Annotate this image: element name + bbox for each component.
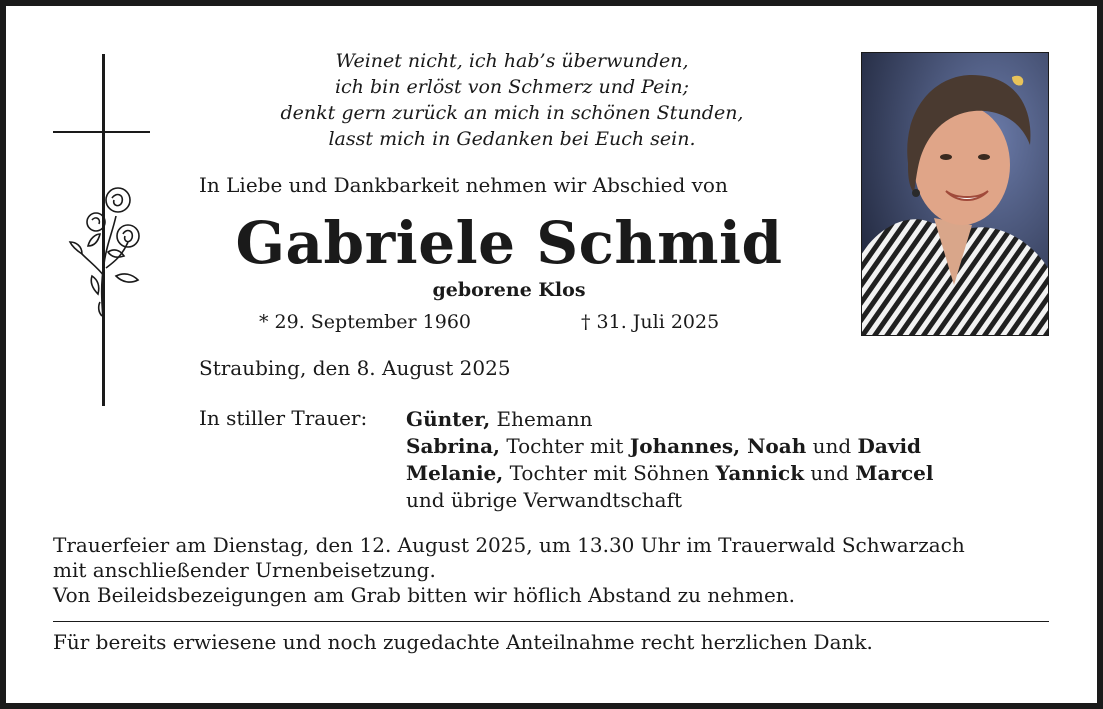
mourners-label: In stiller Trauer: xyxy=(199,406,368,430)
funeral-line: mit anschließender Urnenbeisetzung. xyxy=(53,558,436,582)
intro-text: In Liebe und Dankbarkeit nehmen wir Abschied von xyxy=(199,173,728,197)
rose-icon xyxy=(68,176,146,336)
deceased-name: Gabriele Schmid xyxy=(235,209,783,277)
poem-line: ich bin erlöst von Schmerz und Pein; xyxy=(334,76,690,98)
mourners-list xyxy=(406,406,934,514)
funeral-info xyxy=(53,533,965,608)
funeral-line: Trauerfeier am Dienstag, den 12. August 2025, um 13.30 Uhr im Trauerwald Schwarzach xyxy=(53,533,965,557)
mourner-line: und übrige Verwandtschaft xyxy=(406,488,683,512)
born-name: geborene Klos xyxy=(432,279,586,301)
portrait-photo xyxy=(861,52,1049,336)
birth-date: * 29. September 1960 xyxy=(259,311,471,333)
mourner-line: Melanie, Tochter mit Söhnen Yannick und Marcel xyxy=(406,461,934,485)
mourner-line: Sabrina, Tochter mit Johannes, Noah und David xyxy=(406,434,922,458)
poem-line: denkt gern zurück an mich in schönen Stunden, xyxy=(280,102,744,124)
thanks-text: Für bereits erwiesene und noch zugedachte Anteilnahme recht herzlichen Dank. xyxy=(53,630,873,654)
funeral-line: Von Beileidsbezeigungen am Grab bitten wir höflich Abstand zu nehmen. xyxy=(53,583,796,607)
poem-line: lasst mich in Gedanken bei Euch sein. xyxy=(328,128,696,150)
death-date: † 31. Juli 2025 xyxy=(581,311,720,333)
mourner-line: Günter, Ehemann xyxy=(406,407,593,431)
place-date: Straubing, den 8. August 2025 xyxy=(199,356,511,380)
poem xyxy=(202,48,822,152)
poem-line: Weinet nicht, ich hab’s überwunden, xyxy=(335,50,689,72)
divider xyxy=(53,621,1049,622)
cross-icon-horizontal xyxy=(53,131,150,133)
